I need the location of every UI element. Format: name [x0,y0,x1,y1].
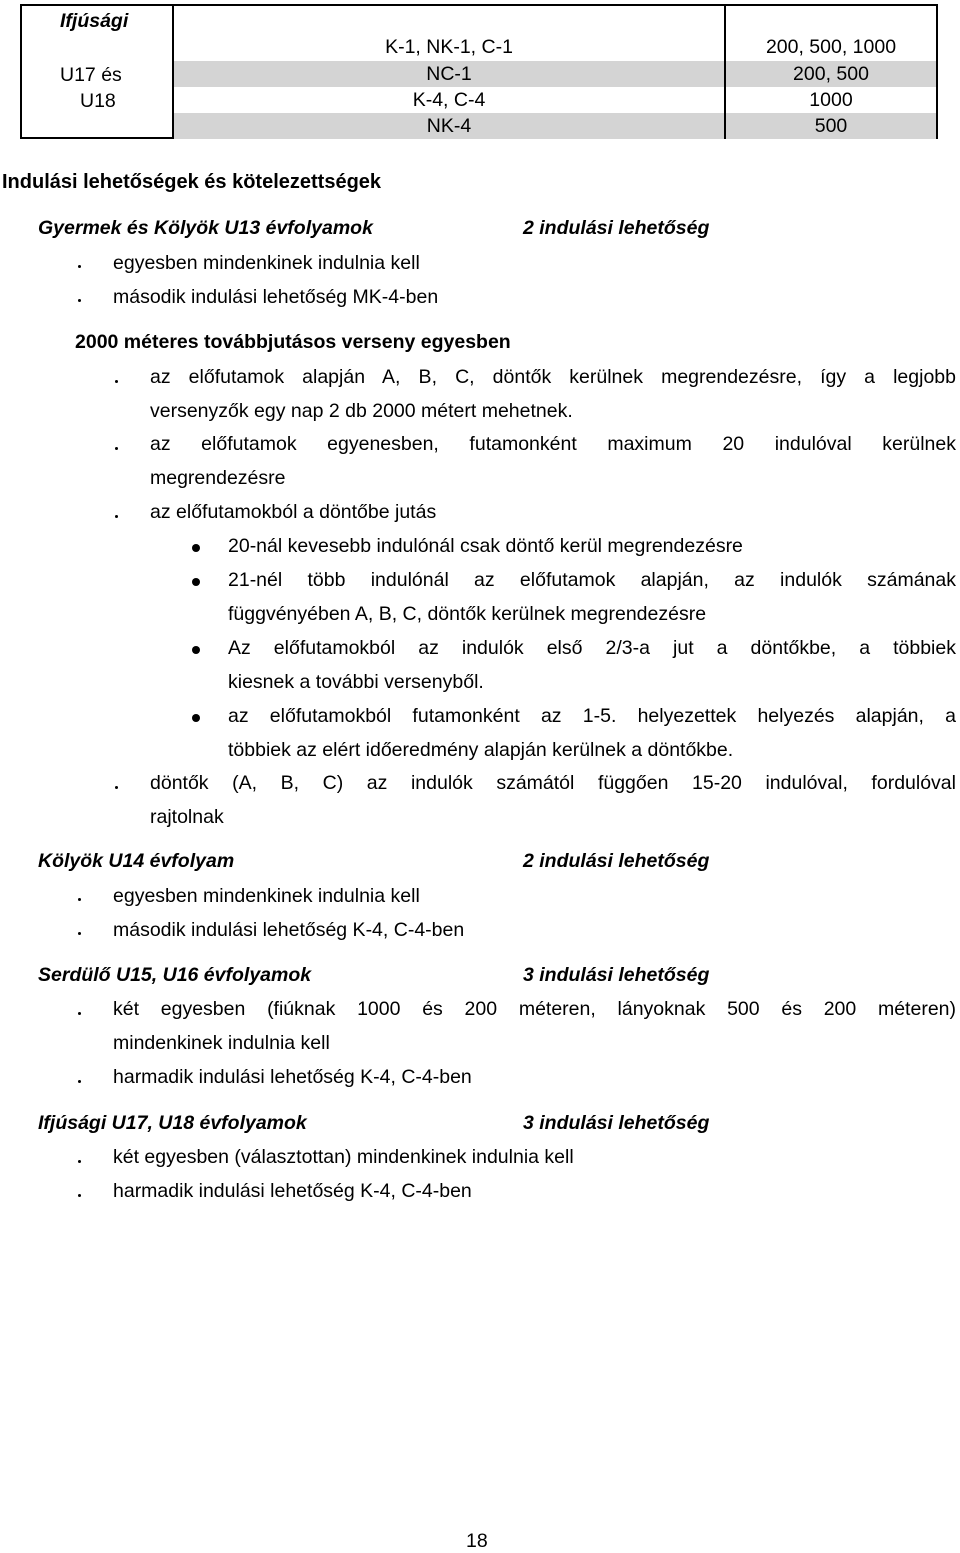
list-item: két egyesben (fiúknak 1000 és 200 méteren, lányoknak 500 és 200 méteren) [113,998,956,1020]
section-title: Serdülő U15, U16 évfolyamok [38,964,312,986]
table-cell-boat: NC-1 [426,63,472,85]
section-title: 2000 méteres továbbjutásos verseny egyesben [75,331,511,353]
section-count: 3 indulási lehetőség [523,964,710,986]
list-item-continued: versenyzők egy nap 2 db 2000 métert mehetnek. [150,400,573,422]
list-item: döntők (A, B, C) az indulók számától függően 15-20 indulóval, fordulóval [150,772,956,794]
sub-list-item: Az előfutamokból az indulók első 2/3-a jut a döntőkbe, a többiek [228,637,956,659]
bullet-icon [78,1012,81,1015]
section-title: Kölyök U14 évfolyam [38,850,235,872]
list-item: az előfutamokból a döntőbe jutás [150,501,437,523]
list-item: második indulási lehetőség MK-4-ben [113,286,439,308]
table-cell-distance: 1000 [809,89,853,111]
list-item: az előfutamok egyenesben, futamonként maximum 20 indulóval kerülnek [150,433,956,455]
sub-list-item-continued: többiek az elért időeredmény alapján kerülnek a döntőkbe. [228,739,734,761]
bullet-icon [78,299,81,302]
list-item: két egyesben (választottan) mindenkinek indulnia kell [113,1146,574,1168]
page-number: 18 [466,1530,488,1552]
page-title: Indulási lehetőségek és kötelezettségek [2,171,382,193]
section-title: Ifjúsági U17, U18 évfolyamok [38,1112,307,1134]
section-count: 2 indulási lehetőség [523,217,710,239]
section-count: 2 indulási lehetőség [523,850,710,872]
sub-list-item: 21-nél több indulónál az előfutamok alapján, az indulók számának [228,569,956,591]
bullet-icon [192,544,200,552]
list-item-continued: mindenkinek indulnia kell [113,1032,330,1054]
table-cell-boat: K-4, C-4 [412,89,486,111]
list-item-continued: megrendezésre [150,467,286,489]
sub-list-item: 20-nál kevesebb indulónál csak döntő kerül megrendezésre [228,535,743,557]
distance-table [20,4,938,139]
bullet-icon [78,1080,81,1083]
list-item: egyesben mindenkinek indulnia kell [113,885,420,907]
table-cell-distance: 500 [814,115,848,137]
bullet-icon [78,1194,81,1197]
table-header-label: Ifjúsági [60,10,129,32]
age-group-line1: U17 és [60,64,122,86]
sub-list-item-continued: kiesnek a további versenyből. [228,671,484,693]
table-cell-boat: NK-4 [426,115,472,137]
section-title: Gyermek és Kölyök U13 évfolyamok [38,217,373,239]
bullet-icon [115,380,118,383]
section-count: 3 indulási lehetőség [523,1112,710,1134]
bullet-icon [78,265,81,268]
bullet-icon [78,898,81,901]
table-cell-distance: 200, 500, 1000 [765,36,897,58]
list-item: második indulási lehetőség K-4, C-4-ben [113,919,465,941]
bullet-icon [192,646,200,654]
age-group-line2: U18 [80,90,116,112]
list-item: az előfutamok alapján A, B, C, döntők kerülnek megrendezésre, így a legjobb [150,366,956,388]
table-cell-distance: 200, 500 [793,63,869,85]
bullet-icon [115,786,118,789]
bullet-icon [115,515,118,518]
table-cell-boat: K-1, NK-1, C-1 [385,36,513,58]
list-item-continued: rajtolnak [150,806,224,828]
bullet-icon [192,714,200,722]
bullet-icon [115,447,118,450]
bullet-icon [78,932,81,935]
list-item: harmadik indulási lehetőség K-4, C-4-ben [113,1180,472,1202]
bullet-icon [192,578,200,586]
list-item: harmadik indulási lehetőség K-4, C-4-ben [113,1066,472,1088]
sub-list-item-continued: függvényében A, B, C, döntők kerülnek megrendezésre [228,603,707,625]
sub-list-item: az előfutamokból futamonként az 1-5. helyezettek helyezés alapján, a [228,705,956,727]
bullet-icon [78,1160,81,1163]
list-item: egyesben mindenkinek indulnia kell [113,252,420,274]
